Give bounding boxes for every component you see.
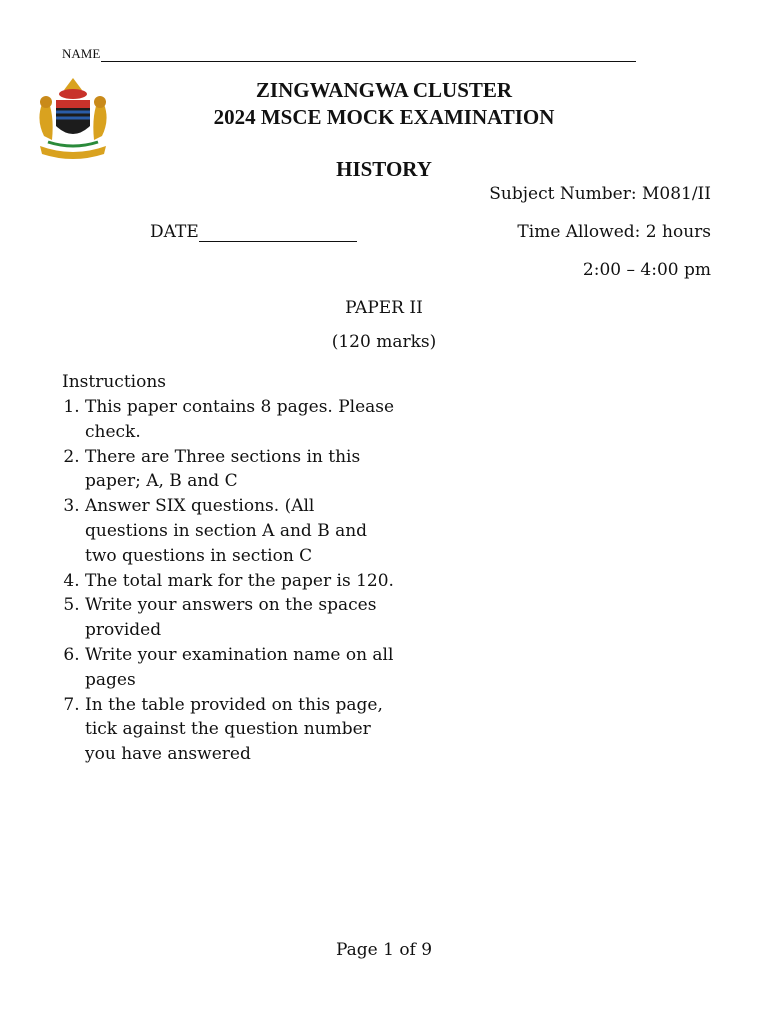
instructions-list bbox=[62, 395, 402, 767]
name-underline bbox=[101, 49, 636, 62]
page-number: Page 1 of 9 bbox=[335, 940, 433, 960]
instruction-lead: Answer bbox=[85, 496, 156, 517]
name-label: NAME bbox=[62, 46, 101, 61]
list-item: 6. Write your examination name on all pages bbox=[85, 643, 402, 693]
list-item: 7. In the table provided on this page, tick against the question number you have answered bbox=[85, 693, 402, 767]
date-label: DATE bbox=[150, 222, 199, 242]
name-field[interactable] bbox=[62, 46, 636, 62]
exam-title: 2024 MSCE MOCK EXAMINATION bbox=[213, 105, 555, 129]
date-underline bbox=[199, 226, 357, 242]
instruction-rest: (All questions in section A and B and two questions in section C bbox=[85, 496, 368, 566]
paper-label: PAPER II bbox=[345, 298, 423, 318]
subject-title: HISTORY bbox=[336, 157, 432, 181]
subject-number: Subject Number: M081/II bbox=[489, 184, 711, 204]
list-item: 1. This paper contains 8 pages. Please check. bbox=[85, 395, 402, 445]
list-item bbox=[85, 494, 402, 568]
time-range: 2:00 – 4:00 pm bbox=[582, 260, 711, 280]
list-item: 5. Write your answers on the spaces provided bbox=[85, 593, 402, 643]
date-field[interactable] bbox=[150, 222, 357, 242]
instructions-heading: Instructions bbox=[62, 372, 166, 392]
marks-label: (120 marks) bbox=[331, 332, 437, 352]
instruction-emphasis: SIX questions. bbox=[155, 496, 280, 517]
cluster-title: ZINGWANGWA CLUSTER bbox=[255, 78, 513, 102]
list-item: 4. The total mark for the paper is 120. bbox=[85, 569, 402, 594]
list-item: 2. There are Three sections in this paper; A, B and C bbox=[85, 445, 402, 495]
time-allowed: Time Allowed: 2 hours bbox=[517, 222, 711, 242]
instructions-block bbox=[62, 371, 402, 767]
